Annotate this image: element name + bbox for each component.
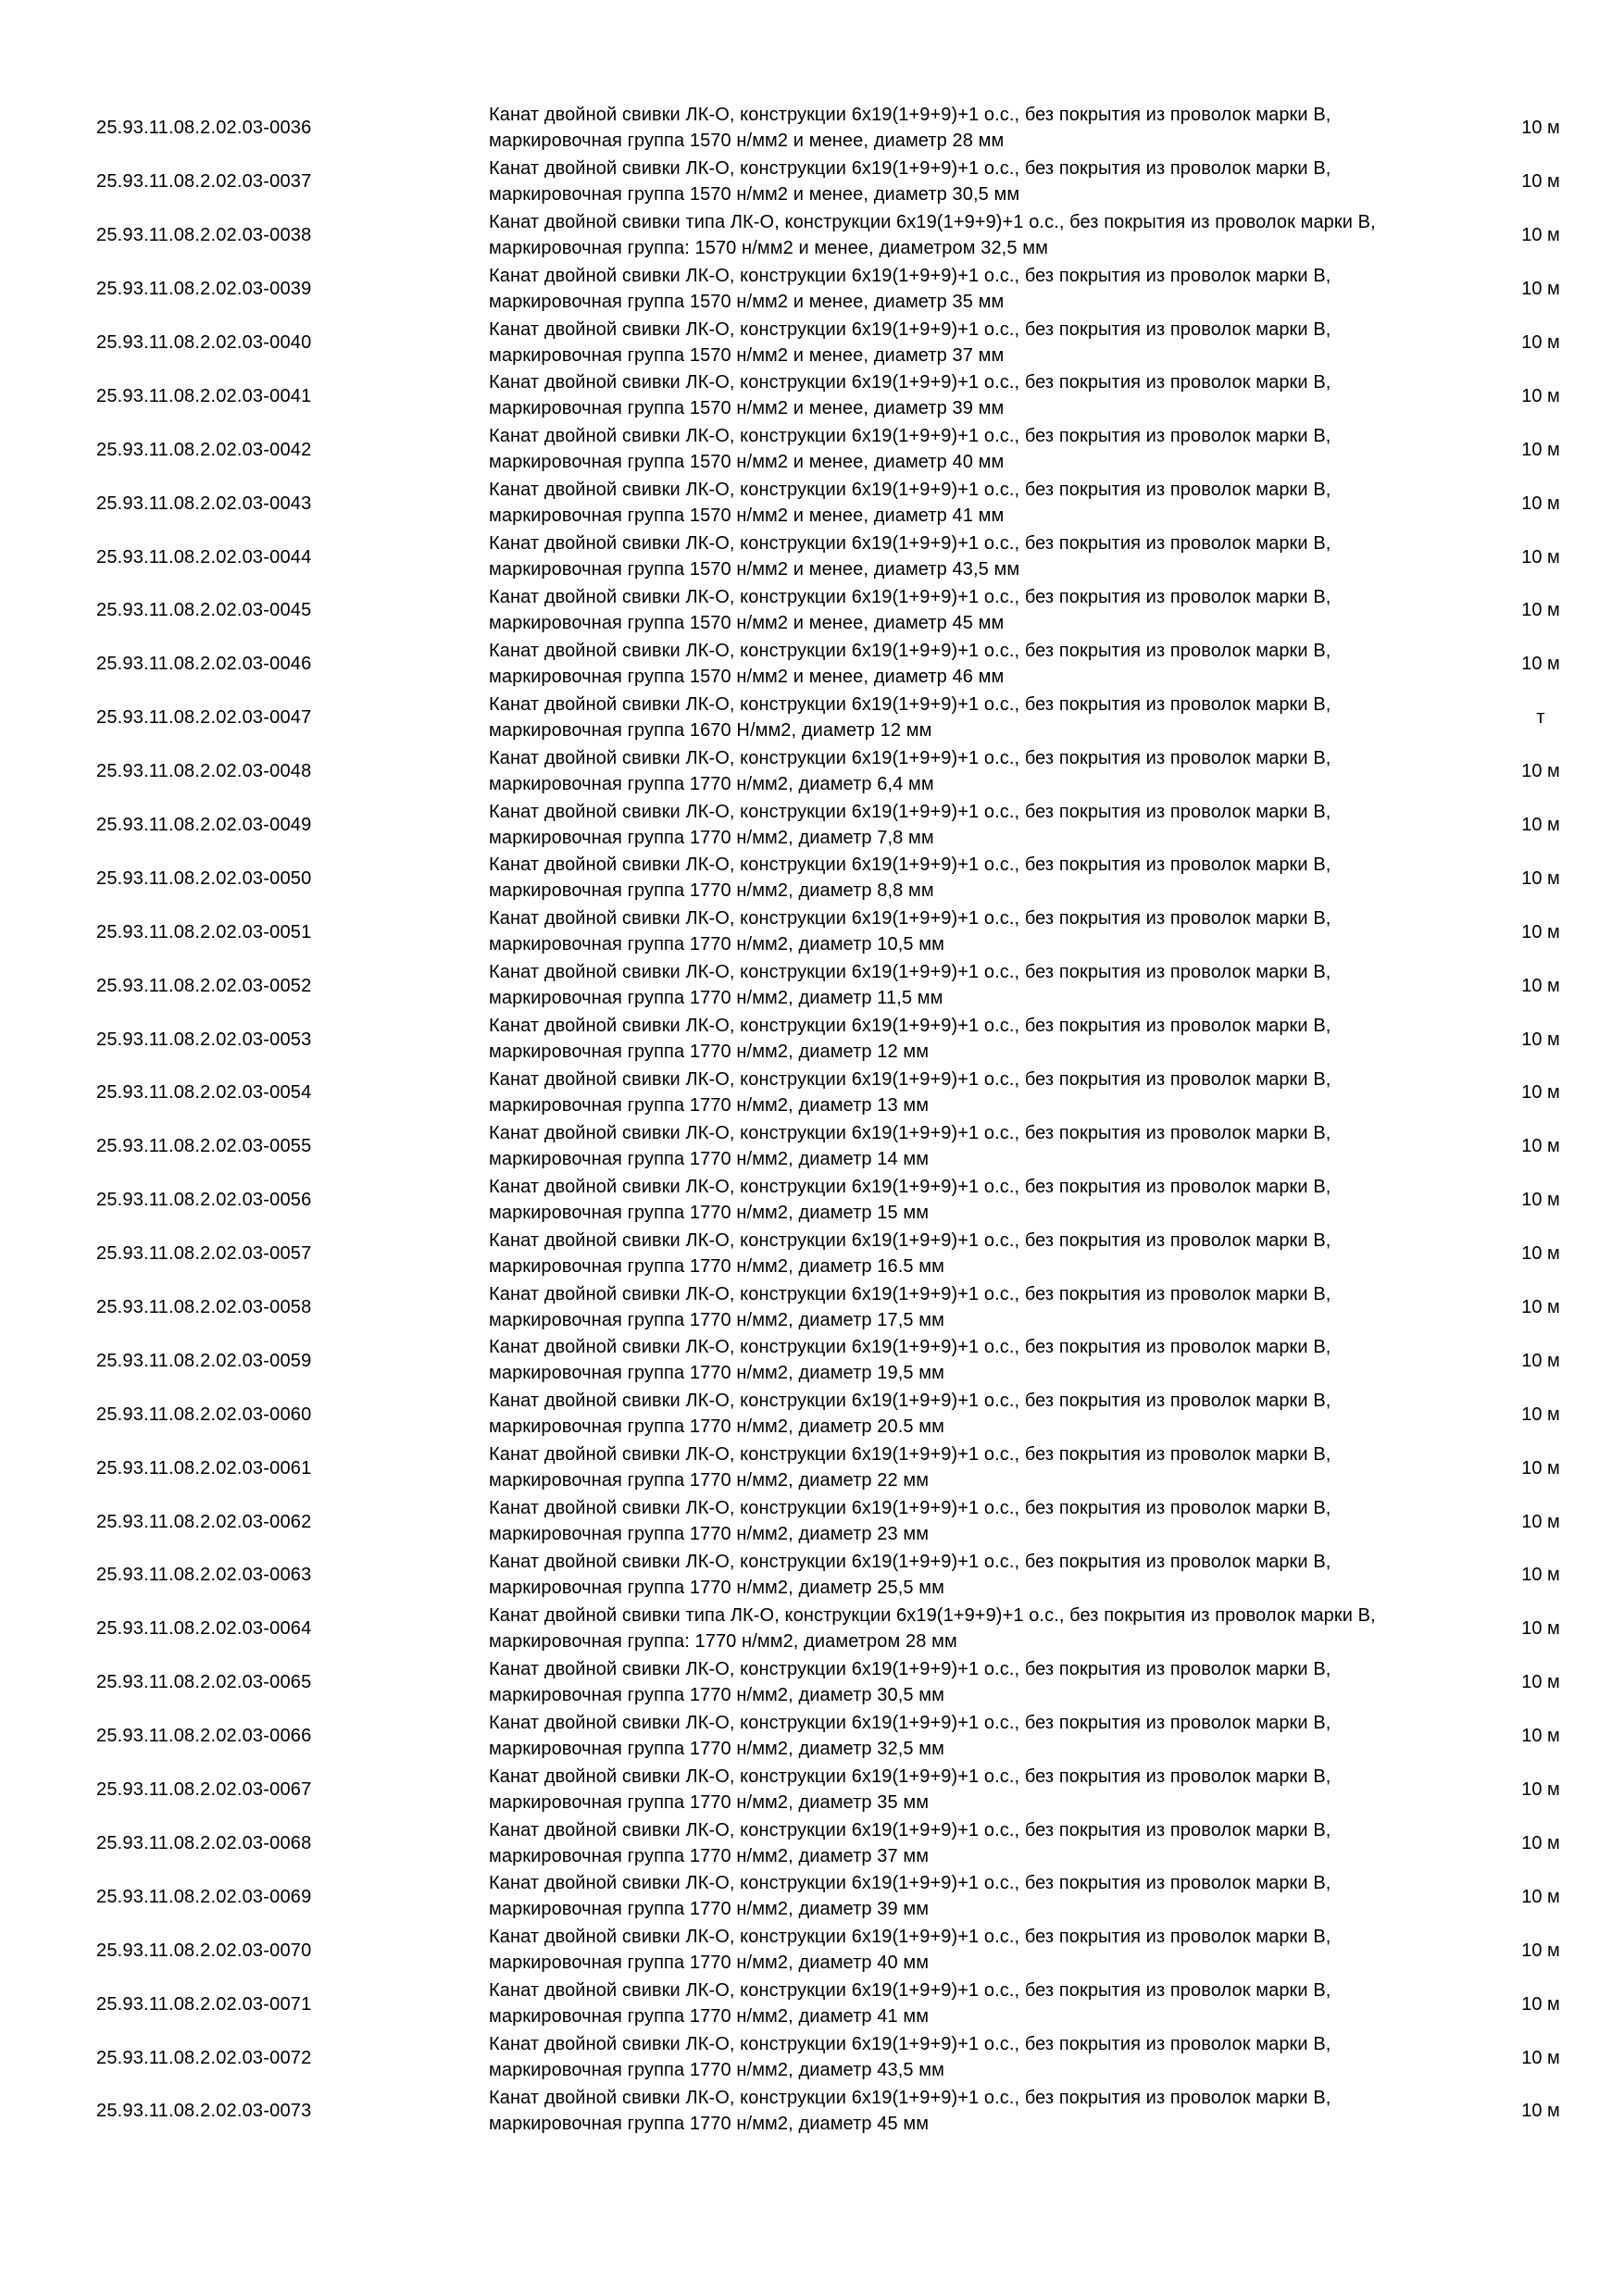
table-row bbox=[0, 317, 1624, 370]
resource-code: 25.93.11.08.2.02.03-0054 bbox=[96, 1082, 312, 1104]
table-row bbox=[0, 1281, 1624, 1335]
description-line-2: маркировочная группа 1770 н/мм2, диаметр 35 мм bbox=[489, 1791, 930, 1813]
unit-of-measure: 10 м bbox=[1521, 1404, 1560, 1425]
table-row bbox=[0, 209, 1624, 263]
description-line-1: Канат двойной свивки ЛК-О, конструкции 6х19(1+9+9)+1 о.с., без покрытия из проволок марки В, bbox=[489, 1819, 1331, 1841]
description-line-2: маркировочная группа 1770 н/мм2, диаметр 32,5 мм bbox=[489, 1738, 944, 1759]
description-line-2: маркировочная группа 1770 н/мм2, диаметр 11,5 мм bbox=[489, 988, 943, 1009]
unit-of-measure: 10 м bbox=[1521, 761, 1560, 782]
unit-of-measure: 10 м bbox=[1521, 1511, 1560, 1532]
description-line-2: маркировочная группа 1570 н/мм2 и менее, диаметр 35 мм bbox=[489, 291, 1005, 312]
description-line-2: маркировочная группа: 1570 н/мм2 и менее, диаметром 32,5 мм bbox=[489, 237, 1048, 258]
table-row bbox=[0, 1870, 1624, 1924]
table-row bbox=[0, 1549, 1624, 1603]
description-line-1: Канат двойной свивки ЛК-О, конструкции 6х19(1+9+9)+1 о.с., без покрытия из проволок марки В, bbox=[489, 587, 1331, 608]
description-line-1: Канат двойной свивки ЛК-О, конструкции 6х19(1+9+9)+1 о.с., без покрытия из проволок марки В, bbox=[489, 801, 1331, 822]
resource-description bbox=[489, 1174, 1489, 1226]
resource-code: 25.93.11.08.2.02.03-0040 bbox=[96, 332, 312, 353]
description-line-2: маркировочная группа 1770 н/мм2, диаметр 13 мм bbox=[489, 1095, 930, 1117]
description-line-2: маркировочная группа 1570 н/мм2 и менее, диаметр 43,5 мм bbox=[489, 559, 1020, 580]
description-line-2: маркировочная группа 1770 н/мм2, диаметр 10,5 мм bbox=[489, 934, 944, 955]
table-row bbox=[0, 959, 1624, 1013]
description-line-2: маркировочная группа 1770 н/мм2, диаметр 12 мм bbox=[489, 1042, 930, 1063]
unit-of-measure: 10 м bbox=[1521, 1297, 1560, 1318]
table-row bbox=[0, 638, 1624, 692]
resource-description bbox=[489, 1334, 1489, 1386]
description-line-1: Канат двойной свивки ЛК-О, конструкции 6х19(1+9+9)+1 о.с., без покрытия из проволок марки В, bbox=[489, 105, 1331, 125]
description-line-1: Канат двойной свивки ЛК-О, конструкции 6х19(1+9+9)+1 о.с., без покрытия из проволок марки В, bbox=[489, 1658, 1331, 1679]
table-row bbox=[0, 423, 1624, 477]
resource-description bbox=[489, 477, 1489, 529]
resource-code: 25.93.11.08.2.02.03-0048 bbox=[96, 761, 312, 782]
resource-description bbox=[489, 1764, 1489, 1816]
unit-of-measure: 10 м bbox=[1521, 1726, 1560, 1747]
description-line-1: Канат двойной свивки ЛК-О, конструкции 6х19(1+9+9)+1 о.с., без покрытия из проволок марки В, bbox=[489, 855, 1331, 876]
description-line-1: Канат двойной свивки типа ЛК-О, конструкции 6х19(1+9+9)+1 о.с., без покрытия из проволок марки В, bbox=[489, 1604, 1376, 1626]
unit-of-measure: 10 м bbox=[1521, 1082, 1560, 1104]
resource-code: 25.93.11.08.2.02.03-0057 bbox=[96, 1243, 312, 1265]
description-line-2: маркировочная группа 1770 н/мм2, диаметр 45 мм bbox=[489, 2113, 930, 2134]
resource-code: 25.93.11.08.2.02.03-0062 bbox=[96, 1511, 312, 1532]
unit-of-measure: т bbox=[1536, 707, 1545, 729]
unit-of-measure: 10 м bbox=[1521, 1136, 1560, 1157]
table-row bbox=[0, 1924, 1624, 1978]
description-line-1: Канат двойной свивки ЛК-О, конструкции 6х19(1+9+9)+1 о.с., без покрытия из проволок марки В, bbox=[489, 747, 1331, 768]
resource-code: 25.93.11.08.2.02.03-0055 bbox=[96, 1136, 312, 1157]
table-row bbox=[0, 477, 1624, 530]
description-line-1: Канат двойной свивки ЛК-О, конструкции 6х19(1+9+9)+1 о.с., без покрытия из проволок марки В, bbox=[489, 1283, 1331, 1304]
description-line-2: маркировочная группа 1770 н/мм2, диаметр 20.5 мм bbox=[489, 1416, 944, 1438]
description-line-2: маркировочная группа 1770 н/мм2, диаметр 25,5 мм bbox=[489, 1578, 944, 1599]
resource-code: 25.93.11.08.2.02.03-0065 bbox=[96, 1672, 312, 1693]
description-line-1: Канат двойной свивки ЛК-О, конструкции 6х19(1+9+9)+1 о.с., без покрытия из проволок марки В, bbox=[489, 1980, 1331, 2002]
resource-code: 25.93.11.08.2.02.03-0053 bbox=[96, 1029, 312, 1050]
description-line-2: маркировочная группа 1570 н/мм2 и менее, диаметр 28 мм bbox=[489, 131, 1005, 151]
description-line-2: маркировочная группа 1770 н/мм2, диаметр 15 мм bbox=[489, 1202, 930, 1223]
resource-description bbox=[489, 1924, 1489, 1976]
description-line-2: маркировочная группа 1770 н/мм2, диаметр 17,5 мм bbox=[489, 1309, 944, 1330]
description-line-1: Канат двойной свивки ЛК-О, конструкции 6х19(1+9+9)+1 о.с., без покрытия из проволок марки В, bbox=[489, 372, 1331, 393]
resource-description bbox=[489, 1441, 1489, 1493]
table-row bbox=[0, 745, 1624, 799]
resource-code: 25.93.11.08.2.02.03-0046 bbox=[96, 654, 312, 675]
description-line-1: Канат двойной свивки ЛК-О, конструкции 6х19(1+9+9)+1 о.с., без покрытия из проволок марки В, bbox=[489, 1444, 1331, 1466]
unit-of-measure: 10 м bbox=[1521, 171, 1560, 193]
resource-code: 25.93.11.08.2.02.03-0071 bbox=[96, 1993, 312, 2015]
resource-code: 25.93.11.08.2.02.03-0042 bbox=[96, 439, 312, 460]
table-row bbox=[0, 584, 1624, 638]
resource-description bbox=[489, 905, 1489, 957]
resource-description bbox=[489, 1067, 1489, 1118]
description-line-2: маркировочная группа 1770 н/мм2, диаметр 14 мм bbox=[489, 1148, 930, 1169]
table-row bbox=[0, 1764, 1624, 1817]
resource-description bbox=[489, 530, 1489, 582]
unit-of-measure: 10 м bbox=[1521, 1779, 1560, 1801]
resource-code: 25.93.11.08.2.02.03-0069 bbox=[96, 1886, 312, 1907]
table-row bbox=[0, 905, 1624, 959]
description-line-1: Канат двойной свивки ЛК-О, конструкции 6х19(1+9+9)+1 о.с., без покрытия из проволок марки В, bbox=[489, 1498, 1331, 1519]
unit-of-measure: 10 м bbox=[1521, 2047, 1560, 2068]
description-line-1: Канат двойной свивки ЛК-О, конструкции 6х19(1+9+9)+1 о.с., без покрытия из проволок марки В, bbox=[489, 1766, 1331, 1787]
description-line-1: Канат двойной свивки ЛК-О, конструкции 6х19(1+9+9)+1 о.с., без покрытия из проволок марки В, bbox=[489, 2034, 1331, 2055]
unit-of-measure: 10 м bbox=[1521, 1243, 1560, 1265]
description-line-1: Канат двойной свивки ЛК-О, конструкции 6х19(1+9+9)+1 о.с., без покрытия из проволок марки В, bbox=[489, 265, 1331, 286]
resource-description bbox=[489, 1549, 1489, 1601]
unit-of-measure: 10 м bbox=[1521, 600, 1560, 621]
resource-code: 25.93.11.08.2.02.03-0068 bbox=[96, 1832, 312, 1853]
resource-description bbox=[489, 799, 1489, 851]
resource-code: 25.93.11.08.2.02.03-0038 bbox=[96, 225, 312, 246]
description-line-2: маркировочная группа 1570 н/мм2 и менее, диаметр 30,5 мм bbox=[489, 183, 1020, 205]
unit-of-measure: 10 м bbox=[1521, 867, 1560, 889]
unit-of-measure: 10 м bbox=[1521, 279, 1560, 300]
resource-code: 25.93.11.08.2.02.03-0056 bbox=[96, 1190, 312, 1211]
resource-code: 25.93.11.08.2.02.03-0064 bbox=[96, 1618, 312, 1640]
unit-of-measure: 10 м bbox=[1521, 815, 1560, 836]
resource-description bbox=[489, 156, 1489, 207]
table-row bbox=[0, 1710, 1624, 1764]
description-line-2: маркировочная группа 1770 н/мм2, диаметр 8,8 мм bbox=[489, 880, 934, 902]
description-line-1: Канат двойной свивки ЛК-О, конструкции 6х19(1+9+9)+1 о.с., без покрытия из проволок марки В, bbox=[489, 1391, 1331, 1412]
unit-of-measure: 10 м bbox=[1521, 1457, 1560, 1479]
description-line-1: Канат двойной свивки ЛК-О, конструкции 6х19(1+9+9)+1 о.с., без покрытия из проволок марки В, bbox=[489, 1176, 1331, 1197]
unit-of-measure: 10 м bbox=[1521, 1565, 1560, 1586]
resource-description bbox=[489, 1281, 1489, 1333]
description-line-2: маркировочная группа 1770 н/мм2, диаметр 16.5 мм bbox=[489, 1255, 944, 1277]
table-row bbox=[0, 1174, 1624, 1228]
price-table bbox=[0, 102, 1624, 2139]
description-line-1: Канат двойной свивки ЛК-О, конструкции 6х19(1+9+9)+1 о.с., без покрытия из проволок марки В, bbox=[489, 640, 1331, 661]
resource-description bbox=[489, 2031, 1489, 2083]
resource-code: 25.93.11.08.2.02.03-0045 bbox=[96, 600, 312, 621]
unit-of-measure: 10 м bbox=[1521, 1350, 1560, 1371]
description-line-1: Канат двойной свивки ЛК-О, конструкции 6х19(1+9+9)+1 о.с., без покрытия из проволок марки В, bbox=[489, 1069, 1331, 1091]
table-row bbox=[0, 1656, 1624, 1710]
table-row bbox=[0, 1441, 1624, 1495]
table-row bbox=[0, 692, 1624, 745]
unit-of-measure: 10 м bbox=[1521, 118, 1560, 139]
resource-description bbox=[489, 1013, 1489, 1065]
resource-description bbox=[489, 1710, 1489, 1762]
description-line-1: Канат двойной свивки типа ЛК-О, конструкции 6х19(1+9+9)+1 о.с., без покрытия из проволок марки В, bbox=[489, 211, 1376, 232]
description-line-2: маркировочная группа 1770 н/мм2, диаметр 43,5 мм bbox=[489, 2060, 944, 2081]
description-line-2: маркировочная группа 1770 н/мм2, диаметр 30,5 мм bbox=[489, 1684, 944, 1705]
unit-of-measure: 10 м bbox=[1521, 332, 1560, 353]
resource-code: 25.93.11.08.2.02.03-0050 bbox=[96, 867, 312, 889]
resource-code: 25.93.11.08.2.02.03-0041 bbox=[96, 385, 312, 406]
resource-code: 25.93.11.08.2.02.03-0044 bbox=[96, 546, 312, 568]
resource-description bbox=[489, 1120, 1489, 1172]
unit-of-measure: 10 м bbox=[1521, 1672, 1560, 1693]
resource-description bbox=[489, 1870, 1489, 1922]
resource-code: 25.93.11.08.2.02.03-0043 bbox=[96, 493, 312, 514]
resource-description bbox=[489, 745, 1489, 797]
unit-of-measure: 10 м bbox=[1521, 385, 1560, 406]
table-row bbox=[0, 1603, 1624, 1656]
table-row bbox=[0, 2085, 1624, 2139]
table-row bbox=[0, 1978, 1624, 2031]
table-row bbox=[0, 1067, 1624, 1120]
resource-code: 25.93.11.08.2.02.03-0060 bbox=[96, 1404, 312, 1425]
unit-of-measure: 10 м bbox=[1521, 975, 1560, 996]
resource-code: 25.93.11.08.2.02.03-0067 bbox=[96, 1779, 312, 1801]
description-line-1: Канат двойной свивки ЛК-О, конструкции 6х19(1+9+9)+1 о.с., без покрытия из проволок марки В, bbox=[489, 480, 1331, 501]
resource-description bbox=[489, 209, 1489, 261]
description-line-2: маркировочная группа 1770 н/мм2, диаметр 6,4 мм bbox=[489, 773, 934, 794]
resource-code: 25.93.11.08.2.02.03-0036 bbox=[96, 118, 312, 139]
unit-of-measure: 10 м bbox=[1521, 225, 1560, 246]
table-row bbox=[0, 102, 1624, 156]
table-row bbox=[0, 1228, 1624, 1281]
table-row bbox=[0, 369, 1624, 423]
table-row bbox=[0, 2031, 1624, 2085]
resource-code: 25.93.11.08.2.02.03-0037 bbox=[96, 171, 312, 193]
unit-of-measure: 10 м bbox=[1521, 439, 1560, 460]
description-line-1: Канат двойной свивки ЛК-О, конструкции 6х19(1+9+9)+1 о.с., без покрытия из проволок марки В, bbox=[489, 1873, 1331, 1894]
description-line-2: маркировочная группа 1570 н/мм2 и менее, диаметр 41 мм bbox=[489, 505, 1005, 527]
description-line-2: маркировочная группа 1570 н/мм2 и менее, диаметр 46 мм bbox=[489, 666, 1005, 687]
unit-of-measure: 10 м bbox=[1521, 1940, 1560, 1961]
resource-code: 25.93.11.08.2.02.03-0073 bbox=[96, 2101, 312, 2122]
description-line-1: Канат двойной свивки ЛК-О, конструкции 6х19(1+9+9)+1 о.с., без покрытия из проволок марки В, bbox=[489, 693, 1331, 715]
resource-description bbox=[489, 317, 1489, 368]
description-line-1: Канат двойной свивки ЛК-О, конструкции 6х19(1+9+9)+1 о.с., без покрытия из проволок марки В, bbox=[489, 426, 1331, 447]
resource-description bbox=[489, 1228, 1489, 1279]
description-line-1: Канат двойной свивки ЛК-О, конструкции 6х19(1+9+9)+1 о.с., без покрытия из проволок марки В, bbox=[489, 1122, 1331, 1143]
unit-of-measure: 10 м bbox=[1521, 1190, 1560, 1211]
description-line-1: Канат двойной свивки ЛК-О, конструкции 6х19(1+9+9)+1 о.с., без покрытия из проволок марки В, bbox=[489, 318, 1331, 340]
resource-code: 25.93.11.08.2.02.03-0058 bbox=[96, 1297, 312, 1318]
description-line-1: Канат двойной свивки ЛК-О, конструкции 6х19(1+9+9)+1 о.с., без покрытия из проволок марки В, bbox=[489, 157, 1331, 179]
unit-of-measure: 10 м bbox=[1521, 1029, 1560, 1050]
resource-description bbox=[489, 2085, 1489, 2137]
description-line-2: маркировочная группа 1570 н/мм2 и менее, диаметр 37 мм bbox=[489, 344, 1005, 366]
unit-of-measure: 10 м bbox=[1521, 921, 1560, 942]
resource-description bbox=[489, 692, 1489, 743]
resource-description bbox=[489, 1495, 1489, 1547]
table-row bbox=[0, 1013, 1624, 1067]
description-line-1: Канат двойной свивки ЛК-О, конструкции 6х19(1+9+9)+1 о.с., без покрытия из проволок марки В, bbox=[489, 1229, 1331, 1251]
description-line-2: маркировочная группа 1770 н/мм2, диаметр 19,5 мм bbox=[489, 1363, 944, 1384]
resource-description bbox=[489, 423, 1489, 475]
resource-code: 25.93.11.08.2.02.03-0059 bbox=[96, 1350, 312, 1371]
resource-code: 25.93.11.08.2.02.03-0039 bbox=[96, 279, 312, 300]
unit-of-measure: 10 м bbox=[1521, 1886, 1560, 1907]
description-line-1: Канат двойной свивки ЛК-О, конструкции 6х19(1+9+9)+1 о.с., без покрытия из проволок марки В, bbox=[489, 533, 1331, 555]
resource-description bbox=[489, 959, 1489, 1011]
resource-description bbox=[489, 638, 1489, 690]
table-row bbox=[0, 1120, 1624, 1174]
description-line-2: маркировочная группа 1770 н/мм2, диаметр 22 мм bbox=[489, 1470, 930, 1491]
description-line-1: Канат двойной свивки ЛК-О, конструкции 6х19(1+9+9)+1 о.с., без покрытия из проволок марки В, bbox=[489, 1337, 1331, 1358]
description-line-2: маркировочная группа 1670 Н/мм2, диаметр 12 мм bbox=[489, 719, 932, 741]
table-row bbox=[0, 530, 1624, 584]
resource-code: 25.93.11.08.2.02.03-0072 bbox=[96, 2047, 312, 2068]
description-line-2: маркировочная группа 1770 н/мм2, диаметр 7,8 мм bbox=[489, 827, 934, 848]
description-line-1: Канат двойной свивки ЛК-О, конструкции 6х19(1+9+9)+1 о.с., без покрытия из проволок марки В, bbox=[489, 1927, 1331, 1948]
resource-code: 25.93.11.08.2.02.03-0063 bbox=[96, 1565, 312, 1586]
table-row bbox=[0, 1817, 1624, 1871]
unit-of-measure: 10 м bbox=[1521, 1832, 1560, 1853]
table-row bbox=[0, 1495, 1624, 1549]
resource-code: 25.93.11.08.2.02.03-0052 bbox=[96, 975, 312, 996]
table-row bbox=[0, 263, 1624, 317]
resource-description bbox=[489, 1388, 1489, 1440]
description-line-2: маркировочная группа 1770 н/мм2, диаметр 23 мм bbox=[489, 1524, 930, 1545]
description-line-2: маркировочная группа 1570 н/мм2 и менее, диаметр 40 мм bbox=[489, 452, 1005, 473]
unit-of-measure: 10 м bbox=[1521, 1618, 1560, 1640]
resource-code: 25.93.11.08.2.02.03-0051 bbox=[96, 921, 312, 942]
description-line-1: Канат двойной свивки ЛК-О, конструкции 6х19(1+9+9)+1 о.с., без покрытия из проволок марки В, bbox=[489, 962, 1331, 983]
resource-description bbox=[489, 1656, 1489, 1708]
description-line-1: Канат двойной свивки ЛК-О, конструкции 6х19(1+9+9)+1 о.с., без покрытия из проволок марки В, bbox=[489, 1016, 1331, 1037]
description-line-2: маркировочная группа 1570 н/мм2 и менее, диаметр 45 мм bbox=[489, 613, 1005, 634]
unit-of-measure: 10 м bbox=[1521, 546, 1560, 568]
description-line-2: маркировочная группа 1770 н/мм2, диаметр 40 мм bbox=[489, 1953, 930, 1974]
resource-description bbox=[489, 1978, 1489, 2029]
unit-of-measure: 10 м bbox=[1521, 1993, 1560, 2015]
resource-code: 25.93.11.08.2.02.03-0049 bbox=[96, 815, 312, 836]
resource-description bbox=[489, 1817, 1489, 1869]
resource-description bbox=[489, 1603, 1489, 1654]
description-line-2: маркировочная группа 1570 н/мм2 и менее, диаметр 39 мм bbox=[489, 398, 1005, 419]
resource-description bbox=[489, 102, 1489, 154]
resource-code: 25.93.11.08.2.02.03-0047 bbox=[96, 707, 312, 729]
resource-code: 25.93.11.08.2.02.03-0066 bbox=[96, 1726, 312, 1747]
description-line-1: Канат двойной свивки ЛК-О, конструкции 6х19(1+9+9)+1 о.с., без покрытия из проволок марки В, bbox=[489, 1552, 1331, 1573]
description-line-1: Канат двойной свивки ЛК-О, конструкции 6х19(1+9+9)+1 о.с., без покрытия из проволок марки В, bbox=[489, 2087, 1331, 2108]
resource-description bbox=[489, 369, 1489, 421]
description-line-2: маркировочная группа 1770 н/мм2, диаметр 37 мм bbox=[489, 1845, 930, 1866]
resource-description bbox=[489, 584, 1489, 636]
description-line-1: Канат двойной свивки ЛК-О, конструкции 6х19(1+9+9)+1 о.с., без покрытия из проволок марки В, bbox=[489, 1712, 1331, 1733]
table-row bbox=[0, 852, 1624, 905]
description-line-2: маркировочная группа 1770 н/мм2, диаметр 41 мм bbox=[489, 2006, 930, 2028]
description-line-2: маркировочная группа: 1770 н/мм2, диаметром 28 мм bbox=[489, 1630, 957, 1652]
table-row bbox=[0, 799, 1624, 853]
resource-description bbox=[489, 852, 1489, 904]
table-row bbox=[0, 1334, 1624, 1388]
table-row bbox=[0, 1388, 1624, 1441]
resource-code: 25.93.11.08.2.02.03-0061 bbox=[96, 1457, 312, 1479]
unit-of-measure: 10 м bbox=[1521, 2101, 1560, 2122]
description-line-1: Канат двойной свивки ЛК-О, конструкции 6х19(1+9+9)+1 о.с., без покрытия из проволок марки В, bbox=[489, 908, 1331, 930]
description-line-2: маркировочная группа 1770 н/мм2, диаметр 39 мм bbox=[489, 1899, 930, 1920]
unit-of-measure: 10 м bbox=[1521, 493, 1560, 514]
unit-of-measure: 10 м bbox=[1521, 654, 1560, 675]
resource-code: 25.93.11.08.2.02.03-0070 bbox=[96, 1940, 312, 1961]
resource-description bbox=[489, 263, 1489, 315]
table-row bbox=[0, 156, 1624, 209]
